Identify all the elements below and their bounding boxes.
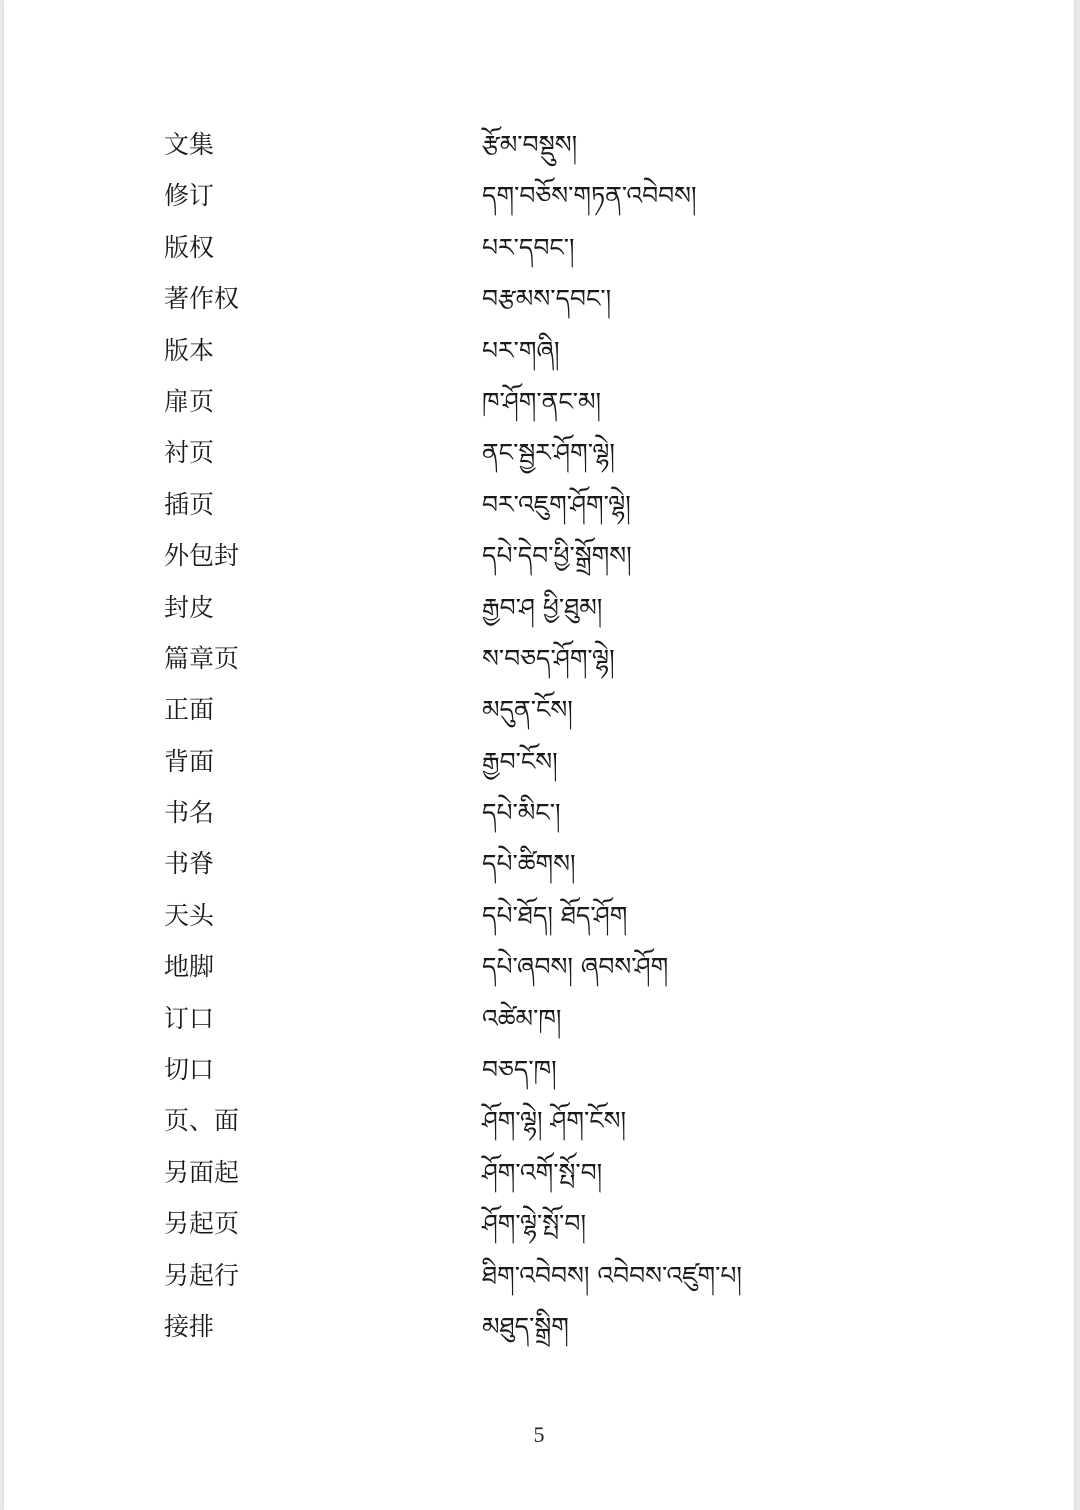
tibetan-term: ནང་སྦྱར་ཤོག་ལྷེ། [482,438,615,468]
glossary-entry [164,170,964,221]
tibetan-term: རྒྱབ་ཤ ཕྱི་ཐུམ། [482,592,603,622]
tibetan-term: ཤོག་འགོ་སྤོ་བ། [482,1157,603,1187]
chinese-term: 文集 [164,130,215,159]
glossary-entry [164,222,964,273]
glossary-entry [164,941,964,992]
glossary-entry [164,1044,964,1095]
tibetan-term: བར་འཇུག་ཤོག་ལྷེ། [482,489,631,519]
glossary-entry [164,427,964,478]
chinese-term: 背面 [164,746,215,776]
glossary-entry [164,273,964,324]
chinese-term: 地脚 [164,952,215,982]
tibetan-term: པར་གཞི། [482,335,560,365]
chinese-term: 书脊 [164,849,215,879]
glossary-entry [164,479,964,530]
chinese-term: 扉页 [164,386,215,416]
glossary-entry [164,530,964,581]
chinese-term: 修订 [164,181,215,211]
chinese-term: 另起行 [164,1260,240,1290]
chinese-term: 外包封 [164,541,240,571]
tibetan-term: ས་བཅད་ཤོག་ལྷེ། [482,643,615,673]
chinese-term: 篇章页 [164,643,240,673]
tibetan-term: དཔེ་ཚིགས། [482,849,576,879]
glossary-entry [164,736,964,787]
tibetan-term: མདུན་ངོས། [482,695,573,725]
glossary-entry [164,633,964,684]
tibetan-term: དཔེ་ཞབས། ཞབས་ཤོག [482,952,669,982]
glossary-entry [164,376,964,427]
tibetan-term: མཐུད་སྒྲིག [482,1311,569,1341]
glossary-entry [164,1301,964,1352]
glossary-entry [164,1095,964,1146]
glossary-list [164,119,964,1352]
glossary-entry [164,582,964,633]
chinese-term: 另面起 [164,1157,240,1187]
chinese-term: 接排 [164,1311,215,1341]
page-number: 5 [533,1422,545,1447]
tibetan-term: ཤོག་ལྷེ་སྤོ་བ། [482,1209,587,1239]
tibetan-term: རྒྱབ་ངོས། [482,746,558,776]
chinese-term: 书名 [164,798,215,828]
chinese-term: 正面 [164,695,215,725]
glossary-entry [164,1147,964,1198]
tibetan-term: ཐིག་འབེབས། འབེབས་འཛུག་པ། [482,1260,742,1290]
chinese-term: 切口 [164,1055,215,1085]
glossary-entry [164,1198,964,1249]
glossary-entry [164,119,964,170]
glossary-entry [164,838,964,889]
glossary-entry [164,684,964,735]
tibetan-term: དཔེ་མིང་། [482,798,561,828]
tibetan-term: བརྩམས་དབང་། [482,284,612,314]
chinese-term: 版权 [164,232,215,262]
glossary-entry [164,325,964,376]
chinese-term: 著作权 [164,284,240,314]
chinese-term: 版本 [164,335,215,365]
tibetan-term: དཔེ་དེབ་ཕྱི་སྒྲོགས། [482,541,632,571]
tibetan-term: རྩོམ་བསྡུས། [482,130,578,159]
glossary-entry [164,993,964,1044]
tibetan-term: འཚེམ་ཁ། [482,1003,562,1033]
tibetan-term: དཔེ་ཐོད། ཐོད་ཤོག [482,900,628,930]
tibetan-term: ཁ་ཤོག་ནང་མ། [482,386,602,416]
chinese-term: 页、面 [164,1106,240,1136]
tibetan-term: བཅད་ཁ། [482,1055,557,1085]
glossary-entry [164,1250,964,1301]
tibetan-term: པར་དབང་། [482,232,575,262]
chinese-term: 封皮 [164,592,215,622]
chinese-term: 衬页 [164,438,215,468]
tibetan-term: ཤོག་ལྷེ། ཤོག་ངོས། [482,1106,627,1136]
document-page [4,0,1074,1510]
glossary-entry [164,890,964,941]
chinese-term: 另起页 [164,1209,240,1239]
chinese-term: 插页 [164,489,215,519]
chinese-term: 天头 [164,900,215,930]
glossary-entry [164,787,964,838]
tibetan-term: དག་བཅོས་གཏན་འབེབས། [482,181,697,211]
chinese-term: 订口 [164,1003,215,1033]
